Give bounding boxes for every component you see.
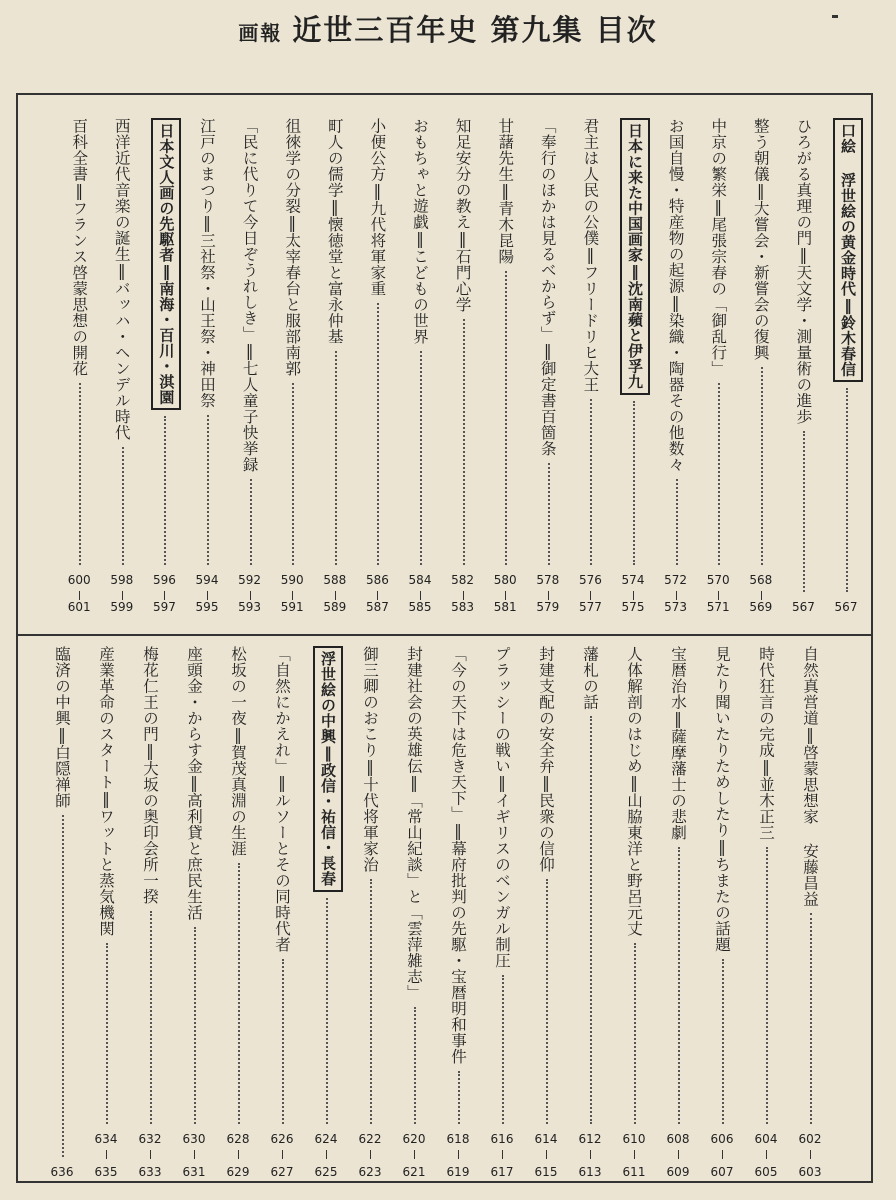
toc-entry [489, 646, 515, 969]
dotted-leader [122, 447, 124, 566]
page-end: 581 [493, 600, 517, 614]
page-end: 611 [622, 1165, 646, 1179]
page-start: 610 [622, 1132, 646, 1146]
toc-entry [137, 646, 163, 905]
toc-entry [663, 118, 689, 473]
page-range-dash [718, 591, 719, 600]
page-start: 632 [138, 1132, 162, 1146]
page-end: 575 [621, 600, 645, 614]
entry-title: プラッシーの戦い‖イギリスのベンガル制圧 [493, 646, 511, 969]
dotted-leader [79, 383, 81, 566]
page-start: 614 [534, 1132, 558, 1146]
page-start: 628 [226, 1132, 250, 1146]
page-range-dash [633, 591, 634, 600]
dotted-leader [766, 847, 768, 1125]
page-end: 607 [710, 1165, 734, 1179]
entry-title: 西洋近代音楽の誕生‖バッハ・ヘンデル時代 [112, 118, 131, 441]
toc-entry [66, 118, 92, 377]
page-range-dash [292, 591, 293, 600]
entry-title: 宝暦治水‖薩摩藩士の悲劇 [669, 646, 687, 841]
dotted-leader [207, 415, 209, 566]
page-end: 567 [834, 600, 858, 614]
page-range-dash [122, 591, 123, 600]
dotted-leader [335, 351, 337, 566]
entry-title: 知足安分の教え‖石門心学 [453, 118, 472, 313]
page-range-dash [282, 1150, 283, 1159]
dotted-leader [548, 463, 550, 566]
page-range-dash [502, 1150, 503, 1159]
page-end: 585 [408, 600, 432, 614]
page-range-dash [678, 1150, 679, 1159]
toc-entry [797, 646, 823, 907]
page-end: 605 [754, 1165, 778, 1179]
entry-title: 臨済の中興‖白隠禅師 [53, 646, 71, 809]
page-end: 613 [578, 1165, 602, 1179]
entry-title: 人体解剖のはじめ‖山脇東洋と野呂元丈 [625, 646, 643, 937]
dotted-leader [106, 943, 108, 1125]
page-start: 598 [110, 573, 134, 587]
page-end: 595 [195, 600, 219, 614]
toc-entry [577, 646, 603, 710]
entry-title: 封建支配の安全弁‖民衆の信仰 [537, 646, 555, 873]
dotted-leader [150, 911, 152, 1125]
toc-entry [748, 118, 774, 361]
page-end: 621 [402, 1165, 426, 1179]
page-range-dash [326, 1150, 327, 1159]
page-start: 584 [408, 573, 432, 587]
page-start: 618 [446, 1132, 470, 1146]
page-start: 634 [94, 1132, 118, 1146]
dotted-leader [634, 943, 636, 1125]
page-start: 594 [195, 573, 219, 587]
toc-entry [322, 118, 348, 345]
entry-title: 産業革命のスタート‖ワットと蒸気機関 [97, 646, 115, 937]
page-end: 601 [67, 600, 91, 614]
toc-entry [620, 118, 650, 395]
entry-title: 藩札の話 [581, 646, 599, 710]
page-start: 588 [323, 573, 347, 587]
page-start: 592 [238, 573, 262, 587]
toc-entry [181, 646, 207, 921]
entry-title: 町人の儒学‖懐徳堂と富永仲基 [325, 118, 344, 345]
toc-entry [237, 118, 263, 473]
dotted-leader [250, 479, 252, 566]
page-range-dash [761, 591, 762, 600]
dotted-leader [463, 319, 465, 566]
page-range-dash [810, 1150, 811, 1159]
toc-entry [313, 646, 343, 892]
page-range-dash [548, 591, 549, 600]
entry-title: ひろがる真理の門‖天文学・測量術の進歩 [794, 118, 813, 425]
page-range-dash [590, 1150, 591, 1159]
entry-title: 自然真営道‖啓蒙思想家 安藤昌益 [801, 646, 819, 907]
toc-entry [445, 646, 471, 1065]
entry-title: 徂徠学の分裂‖太宰春台と服部南郭 [283, 118, 302, 377]
section-divider [16, 634, 873, 636]
page-start: 612 [578, 1132, 602, 1146]
page-end: 603 [798, 1165, 822, 1179]
page-end: 583 [451, 600, 475, 614]
page-start: 630 [182, 1132, 206, 1146]
page-start: 572 [664, 573, 688, 587]
entry-title: 「自然にかえれ」‖ルソーとその同時代者 [273, 646, 291, 953]
toc-entry [279, 118, 305, 377]
page-range-dash [238, 1150, 239, 1159]
page-end: 635 [94, 1165, 118, 1179]
section-heading: 浮世絵の中興‖政信・祐信・長春 [319, 651, 337, 887]
page-end: 573 [664, 600, 688, 614]
dotted-leader [718, 383, 720, 566]
toc-entry [364, 118, 390, 297]
section-heading: 口絵 浮世絵の黄金時代‖鈴木春信 [839, 123, 857, 377]
toc-entry [790, 118, 816, 425]
dotted-leader [502, 975, 504, 1125]
page-range-dash [370, 1150, 371, 1159]
dotted-leader [282, 959, 284, 1125]
toc-entry [535, 118, 561, 457]
dotted-leader [590, 716, 592, 1124]
toc-entry [533, 646, 559, 873]
toc-entry [450, 118, 476, 313]
entry-title: 「民に代りて今日ぞうれしき」‖七人童子快挙録 [240, 118, 259, 473]
entry-title: 御三卿のおこり‖十代将軍家治 [361, 646, 379, 873]
page-range-dash [676, 591, 677, 600]
page-start: 600 [67, 573, 91, 587]
page-end: 577 [578, 600, 602, 614]
page-range-dash [634, 1150, 635, 1159]
entry-title: 見たり聞いたりためしたり‖ちまたの話題 [713, 646, 731, 953]
section-heading: 日本文人画の先駆者‖南海・百川・淇園 [157, 123, 176, 405]
page-range-dash [414, 1150, 415, 1159]
dotted-leader [761, 367, 763, 566]
toc-entry [492, 118, 518, 265]
page-end: 569 [749, 600, 773, 614]
page-range-dash [250, 591, 251, 600]
page-end: 625 [314, 1165, 338, 1179]
dotted-leader [505, 271, 507, 566]
page-start: 570 [706, 573, 730, 587]
page-end: 571 [706, 600, 730, 614]
page-end: 627 [270, 1165, 294, 1179]
page-range-dash [106, 1150, 107, 1159]
toc-entry [705, 118, 731, 377]
toc-entry [93, 646, 119, 937]
page-end: 623 [358, 1165, 382, 1179]
page-start: 626 [270, 1132, 294, 1146]
dotted-leader [292, 383, 294, 566]
dotted-leader [377, 303, 379, 566]
entry-title: お国自慢・特産物の起源‖染織・陶器その他数々 [666, 118, 685, 473]
toc-entry [621, 646, 647, 937]
page-range-dash [377, 591, 378, 600]
page-title [0, 8, 896, 49]
toc-entry [269, 646, 295, 953]
dotted-leader [676, 479, 678, 566]
toc-entry [577, 118, 603, 393]
dotted-leader [810, 913, 812, 1124]
entry-title: 甘藷先生‖青木昆陽 [496, 118, 515, 265]
page-range-dash [150, 1150, 151, 1159]
toc-entry [753, 646, 779, 841]
entry-title: 時代狂言の完成‖並木正三 [757, 646, 775, 841]
page-range-dash [458, 1150, 459, 1159]
dotted-leader [62, 815, 64, 1158]
page-range-dash [546, 1150, 547, 1159]
page-start: 580 [493, 573, 517, 587]
page-start: 568 [749, 573, 773, 587]
toc-entry [49, 646, 75, 809]
page-end: 587 [365, 600, 389, 614]
page-end: 631 [182, 1165, 206, 1179]
toc-entry [407, 118, 433, 345]
page-range-dash [463, 591, 464, 600]
page-start: 608 [666, 1132, 690, 1146]
entry-title: 松坂の一夜‖賀茂真淵の生涯 [229, 646, 247, 857]
page-start: 620 [402, 1132, 426, 1146]
entry-title: 「奉行のほかは見るべからず」‖御定書百箇条 [538, 118, 557, 457]
entry-title: 中京の繁栄‖尾張宗春の「御乱行」 [709, 118, 728, 377]
page-start: 576 [578, 573, 602, 587]
toc-entry [109, 118, 135, 441]
dotted-leader [164, 416, 166, 565]
dotted-leader [194, 927, 196, 1125]
dotted-leader [590, 399, 592, 566]
page-start: 624 [314, 1132, 338, 1146]
page-start: 586 [365, 573, 389, 587]
page-range-dash [420, 591, 421, 600]
dotted-leader [420, 351, 422, 566]
dotted-leader [633, 401, 635, 566]
toc-entry [401, 646, 427, 1001]
page-range-dash [505, 591, 506, 600]
corner-mark [832, 15, 838, 18]
entry-title: おもちゃと遊戯‖こどもの世界 [411, 118, 429, 345]
section-heading: 日本に来た中国画家‖沈南蘋と伊孚九 [626, 123, 644, 390]
page-range-dash [335, 591, 336, 600]
entry-title: 江戸のまつり‖三社祭・山王祭・神田祭 [198, 118, 216, 409]
page-start: 622 [358, 1132, 382, 1146]
entry-title: 「今の天下は危き天下」‖幕府批判の先駆・宝暦明和事件 [449, 646, 467, 1065]
page-title-main: 近世三百年史 第九集 目次 [292, 13, 658, 47]
page-end: 633 [138, 1165, 162, 1179]
dotted-leader [238, 863, 240, 1125]
page-end: 589 [323, 600, 347, 614]
entry-title: 封建社会の英雄伝‖「常山紀談」と「雲萍雑志」 [405, 646, 423, 1001]
page-end: 599 [110, 600, 134, 614]
page-start: 578 [536, 573, 560, 587]
toc-entry [225, 646, 251, 857]
entry-title: 整う朝儀‖大嘗会・新嘗会の復興 [751, 118, 770, 361]
page-end: 609 [666, 1165, 690, 1179]
page-end: 591 [280, 600, 304, 614]
page-range-dash [164, 591, 165, 600]
entry-title: 梅花仁王の門‖大坂の奥印会所一揆 [141, 646, 159, 905]
dotted-leader [678, 847, 680, 1125]
toc-entry [357, 646, 383, 873]
dotted-leader [414, 1007, 416, 1125]
entry-title: 君主は人民の公僕‖フリードリヒ大王 [581, 118, 600, 393]
page-end: 629 [226, 1165, 250, 1179]
dotted-leader [326, 898, 328, 1125]
page-range-dash [590, 591, 591, 600]
page-start: 616 [490, 1132, 514, 1146]
page-range-dash [194, 1150, 195, 1159]
page-end: 617 [490, 1165, 514, 1179]
entry-title: 百科全書‖フランス啓蒙思想の開花 [70, 118, 89, 377]
page-end: 579 [536, 600, 560, 614]
page-start: 574 [621, 573, 645, 587]
toc-entry [151, 118, 181, 410]
dotted-leader [546, 879, 548, 1125]
page-range-dash [766, 1150, 767, 1159]
page-start: 604 [754, 1132, 778, 1146]
page-end: 593 [238, 600, 262, 614]
page-start: 590 [280, 573, 304, 587]
page-start: 596 [152, 573, 176, 587]
dotted-leader [722, 959, 724, 1125]
page-end: 615 [534, 1165, 558, 1179]
page-range-dash [207, 591, 208, 600]
toc-entry [833, 118, 863, 382]
page-start: 606 [710, 1132, 734, 1146]
dotted-leader [803, 431, 805, 593]
toc-entry [665, 646, 691, 841]
dotted-leader [370, 879, 372, 1125]
page-end: 619 [446, 1165, 470, 1179]
dotted-leader [846, 388, 848, 592]
page-end: 597 [152, 600, 176, 614]
entry-title: 小便公方‖九代将軍家重 [368, 118, 387, 297]
entry-title: 座頭金・からす金‖高利貸と庶民生活 [185, 646, 203, 921]
page-end: 567 [791, 600, 815, 614]
toc-entry [709, 646, 735, 953]
page-start: 602 [798, 1132, 822, 1146]
page-range-dash [79, 591, 80, 600]
page-range-dash [722, 1150, 723, 1159]
page-end: 636 [50, 1165, 74, 1179]
page-title-prefix: 画報 [238, 21, 283, 45]
dotted-leader [458, 1071, 460, 1125]
toc-entry [194, 118, 220, 409]
page-start: 582 [451, 573, 475, 587]
